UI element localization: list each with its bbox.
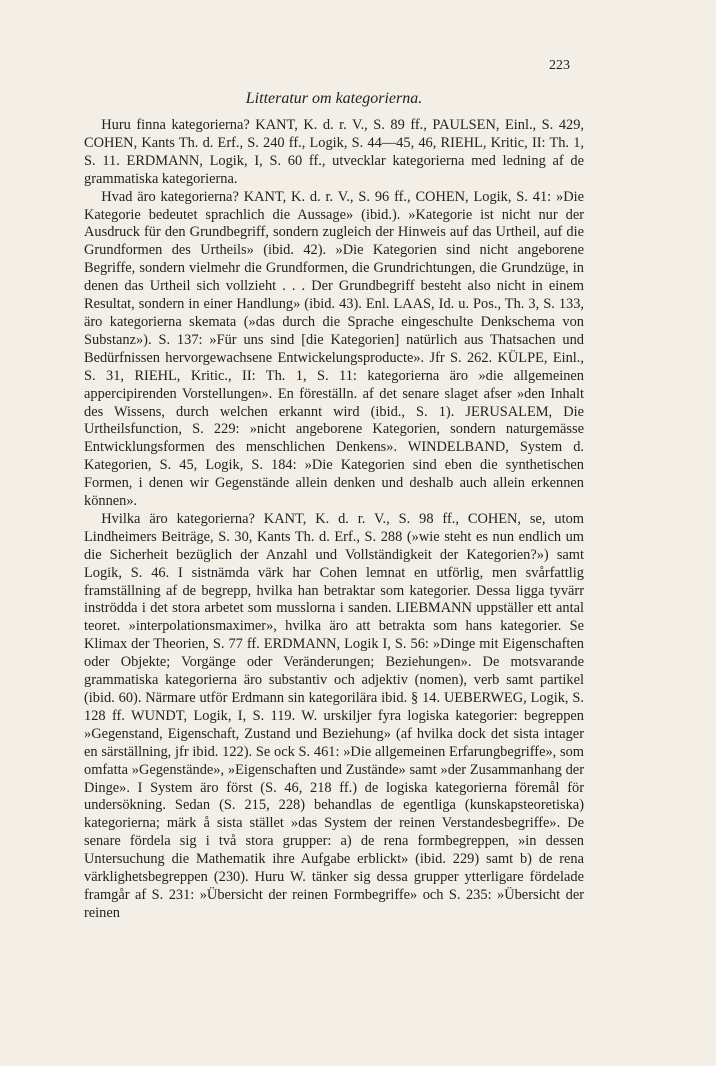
running-title: Litteratur om kategorierna. xyxy=(245,90,423,107)
paragraph: Hvilka äro kategorierna? KANT, K. d. r. V., S. 98 ff., COHEN, se, utom Lindheimers Beiträge, S. 30, Kants Th. d. Erf., S. 288 (»wie steht es nun endlich um die Sicherheit bezüglich der Anzahl und Vollständigkeit der Kategorien?») samt Logik, S. 46. I sistnämda värk har Cohen lemnat en utförlig, men svårfattlig framställning af de begrepp, hvilka han betraktar som kategorier. Dessa ligga tyvärr inströdda i det stora arbetet som musslorna i sanden. LIEBMANN uppställer ett antal teoret. »interpolationsmaximer», hvilka äro att betrakta som hans kategorier. Se Klimax der Theorien, S. 77 ff. ERDMANN, Logik I, S. 56: »Dinge mit Eigenschaften oder Objekte; Vorgänge oder Veränderungen; Beziehungen». De motsvarande grammatiska kategorierna äro substantiv och adjektiv (nomen), verb samt partikel (ibid. 60). Närmare utför Erdmann sin kategorilära ibid. § 14. UEBERWEG, Logik, S. 128 ff. WUNDT, Logik, I, S. 119. W. urskiljer fyra logiska kategorier: begreppen »Gegenstand, Eigenschaft, Zustand und Beziehung» (af hvilka dock det sista intager en särställning, jfr ibid. 122). Se ock S. 461: »Die allgemeinen Erfarungbegriffe», som omfatta »Gegenstände», »Eigenschaften und Zustände» samt »der Zusammanhang der Dinge». I System äro först (S. 46, 218 ff.) de logiska kategorierna föremål för undersökning. Sedan (S. 215, 228) behandlas de egentliga (kunskapsteoretiska) kategorierna; märk å sista stället »das System der reinen Verstandesbegriffe». De senare fördela sig i två stora grupper: a) de rena formbegreppen, »in dessen Untersuchung die Mathematik ihre Aufgabe erblickt» (ibid. 229) samt b) de rena värklighetsbegreppen (230). Huru W. tänker sig dessa grupper ytterligare fördelade framgår af S. 231: »Übersicht der reinen Formbegriffe» och S. 235: »Übersicht der reinen xyxy=(84,510,584,921)
paragraph: Hvad äro kategorierna? KANT, K. d. r. V., S. 96 ff., COHEN, Logik, S. 41: »Die Kategorie bedeutet sprachlich die Aussage» (ibid.). »Kategorie ist nicht nur der Ausdruck für den Grundbegriff, sondern zugleich der Hinweis auf das Urtheil, auf die Grundformen des Urtheils» (ibid. 42). »Die Kategorien sind nicht angeborene Begriffe, sondern vielmehr die Grundformen, die Grundrichtungen, die Grundzüge, in denen das Urtheil sich vollzieht . . . Der Grundbegriff besteht also nicht in einem Resultat, sondern in einer Handlung» (ibid. 43). Enl. LAAS, Id. u. Pos., Th. 3, S. 133, äro kategorierna skemata (»das durch die Sprache eingeschulte Denkschema von Substanz»). S. 137: »Für uns sind [die Kategorien] natürlich aus Thatsachen und Bedürfnissen hervorgewachsene Entwickelungsproducte». Jfr S. 262. KÜLPE, Einl., S. 31, RIEHL, Kritic., II: Th. 1, S. 11: kategorierna äro »die allgemeinen appercipirenden Vorstellungen». En föreställn. af det senare slaget afser »den Inhalt des Wissens, durch welchen erkannt wird (ibid., S. 1). JERUSALEM, Die Urtheilsfunction, S. 229: »nicht angeborene Kategorien, sondern naturgemässe Entwicklungsformen des menschlichen Denkens». WINDELBAND, System d. Kategorien, S. 45, Logik, S. 184: »Die Kategorien sind eben die synthetischen Formen, i denen wir Gegenstände allein denken und deshalb auch allein erkennen können». xyxy=(84,188,584,510)
body-text xyxy=(84,117,584,923)
paragraph: Huru finna kategorierna? KANT, K. d. r. V., S. 89 ff., PAULSEN, Einl., S. 429, COHEN, Kants Th. d. Erf., S. 240 ff., Logik, S. 44—45, 46, RIEHL, Kritic, II: Th. 1, S. 11. ERDMANN, Logik, I, S. 60 ff., utvecklar kategorierna med ledning af de grammatiska kategorierna. xyxy=(84,117,584,187)
page-number: 223 xyxy=(549,58,570,73)
